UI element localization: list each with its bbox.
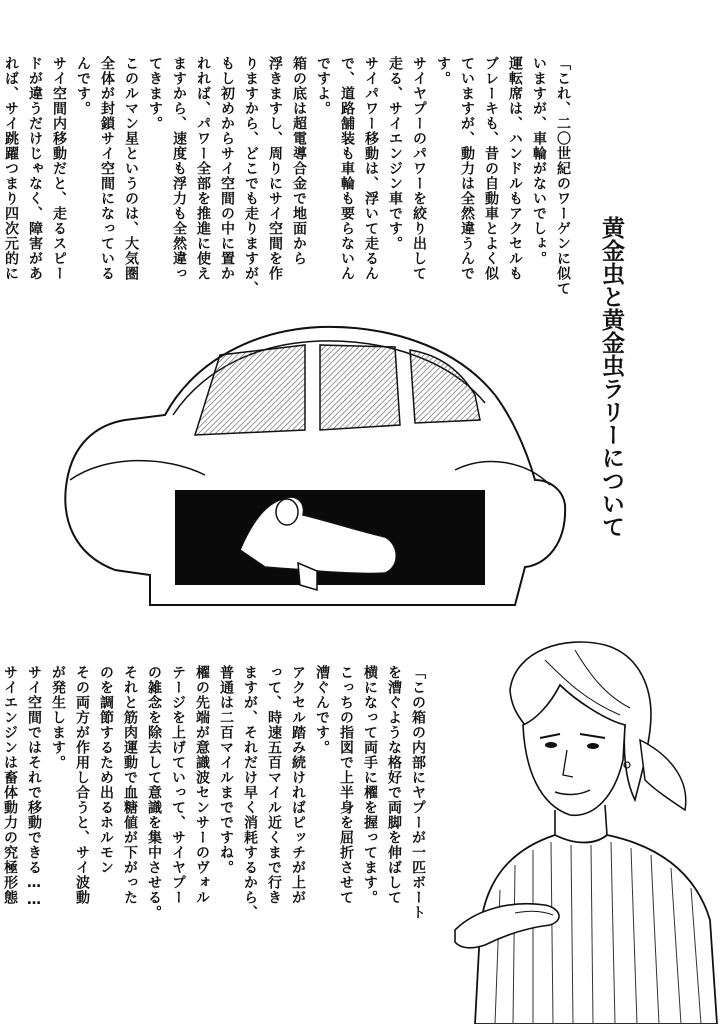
article-title xyxy=(588,216,630,538)
man-illustration xyxy=(455,630,720,1024)
title-line: 黄金虫と黄金虫ラリーについて xyxy=(598,216,624,538)
text-block-lower: 「この箱の内部にヤプーが一匹ボート を漕ぐような格好で両脚を伸ばして 横になって両手に櫂を握ってます。 こっちの指図で上半身を屈折させて 漕ぐんです。 アクセル踏み続ければピッチが上が って、時速五百マイル近くまで行き ますが、それだけ早く消耗するから、 普通は二百マイルまでですね。 櫂の先端が意識波センサーのヴォル テージを上げていって、サイヤプー の雑念を除去して意識を集中させる。 それと筋肉運動で血糖値が下がった のを調節するため出るホルモン その両方が作用し合うと、サイ波動 が発生します。 サイ空間ではそれで移動できる…… サイエンジンは畜体動力の究極形態 xyxy=(2,665,426,920)
text-block-upper: 「これ、二〇世紀のワーゲンに似て いますが、車輪がないでしょ。 運転席は、ハンドルもアクセルも ブレーキも、昔の自動車とよく似 ていますが、動力は全然違うんで す。 サイヤプーのパワーを絞り出して 走る、サイエンジン車です。 サイパワー移動は、浮いて走るん で、道路舗装も車輪も要らないん ですよ。 箱の底は超電導合金で地面から 浮きますし、周りにサイ空間を作 りますから、どこでも走りますが、 もし初めからサイ空間の中に置か れれば、パワー全部を推進に使え ますから、速度も浮力も全然違っ てきます。 このルマン星というのは、大気圏 全体が封鎖サイ空間になっている んです。 サイ空間内移動だと、走るスピー ドが違うだけじゃなく、障害があ れば、サイ跳躍つまり四次元的に xyxy=(3,56,571,296)
car-illustration xyxy=(55,305,575,615)
